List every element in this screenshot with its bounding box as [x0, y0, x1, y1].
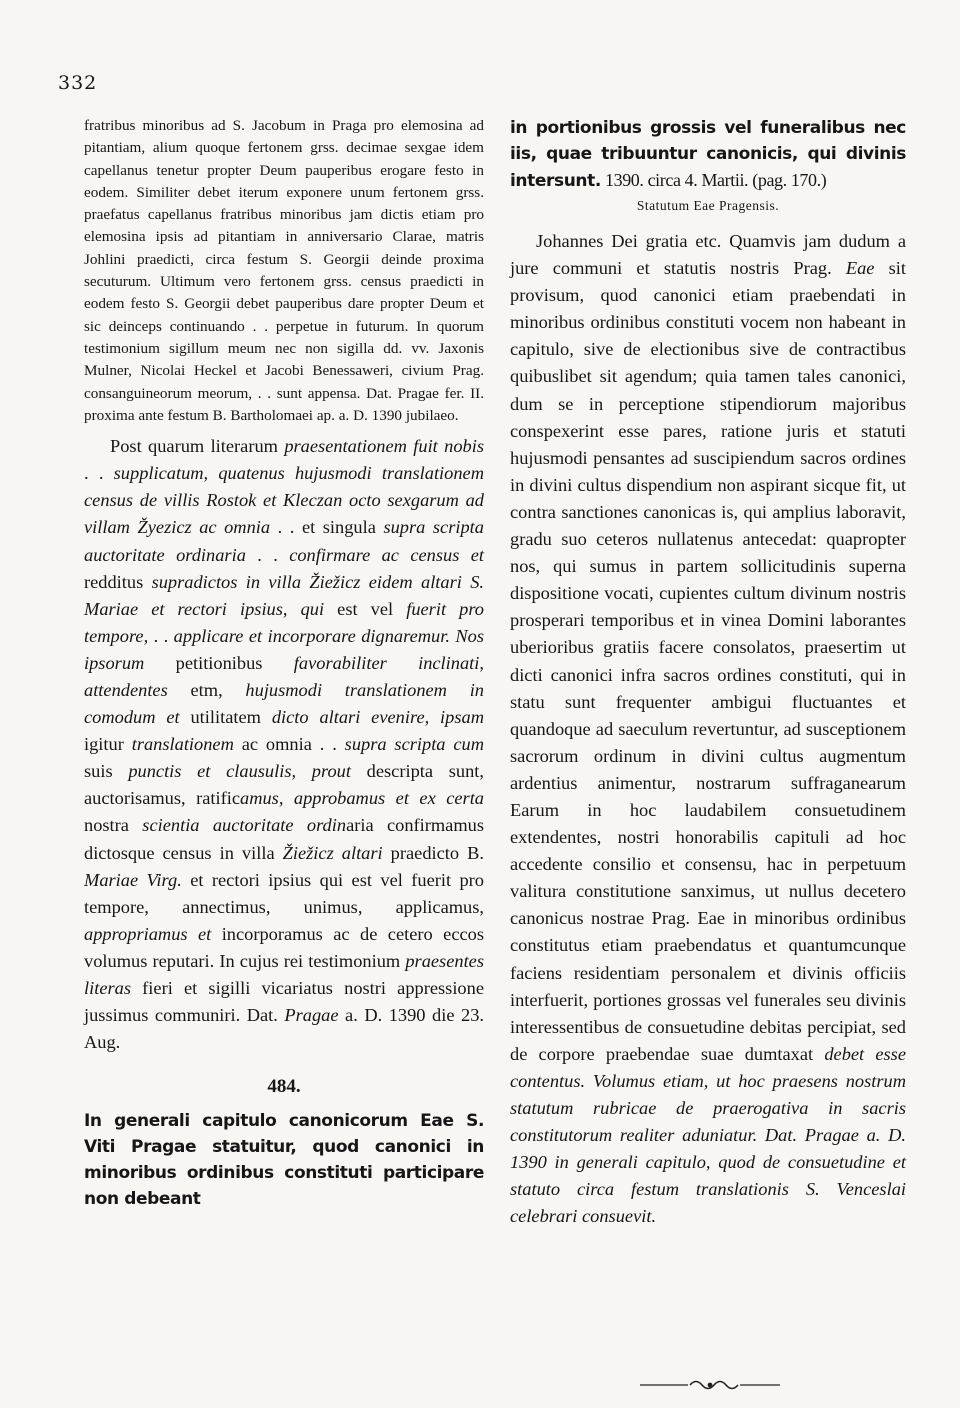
statute-subtitle: Statutum Eae Pragensis. [636, 198, 780, 213]
text-segment: , [282, 598, 301, 619]
text-segment: qui [300, 598, 325, 619]
text-segment: petitionibus [144, 652, 294, 673]
text-segment: confirmare ac census et [289, 544, 484, 565]
text-segment: appropriamus et [84, 923, 212, 944]
text-segment: etm, [167, 680, 246, 700]
text-segment: scientia auctoritate ordin [142, 815, 347, 836]
text-segment: praedicto B. [382, 842, 484, 863]
text-segment: Johannes Dei gratia etc. Quamvis jam dudum a jure communi et statutis nostris Prag. [510, 231, 906, 279]
ornament-divider [640, 1378, 780, 1392]
text-segment: redditus [84, 571, 152, 592]
charter-continuation-paragraph: fratribus minoribus ad S. Jacobum in Praga pro elemosina ad pitantiam, alium quoque fertonem grss. decimae sexgae idem capellanus tenetur propter Deum pauperibus erogare festo in eodem. Similiter debet iterum exponere unum fertonem grss. praefatus capellanus fratribus minoribus jam dictis etiam pro elemosina ipsis ad pitantiam in anniversario Clarae, matris Johlini praedicti, circa festum S. Georgii deinde proxima secuturum. Ultimum vero fertonem grss. census praedicti in eodem festo S. Georgii debet pauperibus dare propter Deum et sic deinceps continuando . . perpetue in futurum. In quorum testimonium sigillum meum nec non sigilla dd. vv. Jaxonis Mulner, Nicolai Heckel et Jacobi Benessaweri, civium Prag. consanguineorum meorum, . . sunt appensa. Dat. Pragae fer. II. proxima ante festum B. Bartholomaei ap. a. D. 1390 jubilaeo. [84, 117, 484, 424]
text-segment: dicto altari evenire, ipsam [271, 707, 484, 728]
text-segment: praesentationem fuit nobis [284, 436, 484, 457]
text-segment: a. D. 1390 die 23. Aug. [84, 1005, 484, 1053]
text-segment: amus, approbamus et ex certa [240, 788, 484, 809]
text-segment: . . [148, 625, 174, 646]
text-segment: est vel [324, 598, 407, 619]
text-segment: applicare et incorporare dignaremur. Nos ipsorum [84, 625, 484, 673]
document-number: 484. [267, 1076, 301, 1098]
text-segment: suis [84, 761, 129, 782]
right-column [510, 115, 906, 1230]
text-segment: . . [245, 544, 290, 565]
text-segment: igitur [84, 734, 132, 755]
text-segment: aria confirmamus dictosque census in villa [84, 815, 484, 863]
text-segment: fieri et sigilli vicariatus nostri appressione jussimus communiri. Dat. [84, 978, 484, 1026]
text-segment: nostra [84, 815, 143, 836]
document-heading-continuation [510, 115, 906, 194]
text-segment: Post quarum literarum [110, 436, 285, 457]
text-segment: sit provisum, quod canonici etiam praebendati in minoribus ordinibus constituti vocem non habeant in capitulo, sive de electionibus sive de contractibus quibuslibet sit agendum; quia tamen tales canonici, dum se in perceptione stipendiorum majoribus conspexerint esse pares, ratione juris et statuti hujusmodi pensantes ad suscipiendum sacros ordines in divini cultus dispendium non aspirant sicque fit, ut contra sanctiones canonicas is, qui amplius laboravit, gradu suo ceteros nullatenus antecedat: quapropter nos, qui sumus in partem sollicitudinis superna dispositione vocati, cupientes cultum divinum nostris prosperari temporibus et in vinea Domini laborantes uberioribus gratiis facere consolatos, praesertim ut dicti canonici infra sacros ordines constituti, qui in statu sunt frequenter ambigui fluctuantes et quandoque ad saeculum revertuntur, ad susceptionem sacrorum ordinum in divini cultus augmentum ardentius animentur, nostrarum suffraganearum Earum in hoc laudabilem consuetudinem extendentes, nostri honorabilis capituli ad hoc accedente consilio et consensu, hac in perpetuum valitura constitutione sanximus, ut nullus decetero canonicus nostrae Prag. Eae in minoribus ordinibus constitutus etiam praebendatus et quantumcunque faciens residentiam personalem et divinis officiis interfuerit, portiones grossas vel funerales seu divinis interessentibus de consuetudine debitas percipiat, sed de corpore praebendae suae dumtaxat [510, 258, 906, 1064]
text-segment: ac omnia . . [233, 734, 345, 755]
text-segment: Pragae [284, 1005, 339, 1026]
heading-continuation-text: in portionibus grossis vel funeralibus nec iis, quae tribuuntur canonicis, qui divinis intersunt. [510, 118, 906, 191]
text-segment: . . [84, 463, 114, 484]
left-column [84, 115, 484, 1212]
statute-body-paragraph [510, 228, 906, 1230]
text-segment: . . et singula [270, 517, 384, 538]
text-segment: incorporamus ac de cetero eccos volumus reputari. In cujus rei testimonium [84, 923, 484, 971]
date-reference: 1390. circa 4. Martii. (pag. 170.) [600, 170, 827, 190]
text-segment: supra scripta auctoritate ordinaria [84, 517, 484, 565]
text-segment: punctis et clausulis, prout [128, 761, 351, 782]
document-heading: In generali capitulo canonicorum Eae S. Viti Pragae statuitur, quod canonici in minoribus ordinibus constituti participare non debeant [84, 1111, 484, 1210]
text-segment: favorabiliter inclinati, attendentes [84, 652, 484, 700]
text-segment: et rectori ipsius qui est vel fuerit pro tempore, annectimus, unimus, applicamus, [84, 869, 484, 917]
text-segment: supradictos in villa Žiežicz eidem altari S. Mariae et rectori ipsius [84, 571, 484, 619]
text-segment: hujusmodi translationem in comodum et [84, 680, 485, 728]
text-segment: Žiežicz altari [282, 842, 383, 863]
page-number: 332 [58, 72, 98, 94]
text-segment: supra scripta cum [344, 734, 484, 755]
confirmation-paragraph [84, 433, 484, 1056]
text-segment: Eae [845, 258, 875, 279]
text-segment: fuerit pro tempore, [84, 598, 484, 646]
text-segment: debet esse contentus. Volumus etiam, ut hoc praesens nostrum statutum rubricae de praerogativa in sacris constitutorum realiter aduniatur. Dat. Pragae a. D. 1390 in generali capitulo, quod de consuetudine et statuto circa festum translationis S. Venceslai celebrari consuevit. [510, 1043, 907, 1227]
text-segment: praesentes literas [84, 950, 484, 999]
text-segment: Mariae Virg. [84, 869, 182, 890]
text-segment: supplicatum, quatenus hujusmodi translationem census de villis Rostok et Kleczan octo sexgarum ad villam Žyezicz ac omnia [84, 463, 485, 538]
text-segment: utilitatem [179, 707, 272, 728]
text-segment: translationem [131, 734, 234, 755]
text-segment: descripta sunt, auctorisamus, ratific [84, 761, 484, 809]
